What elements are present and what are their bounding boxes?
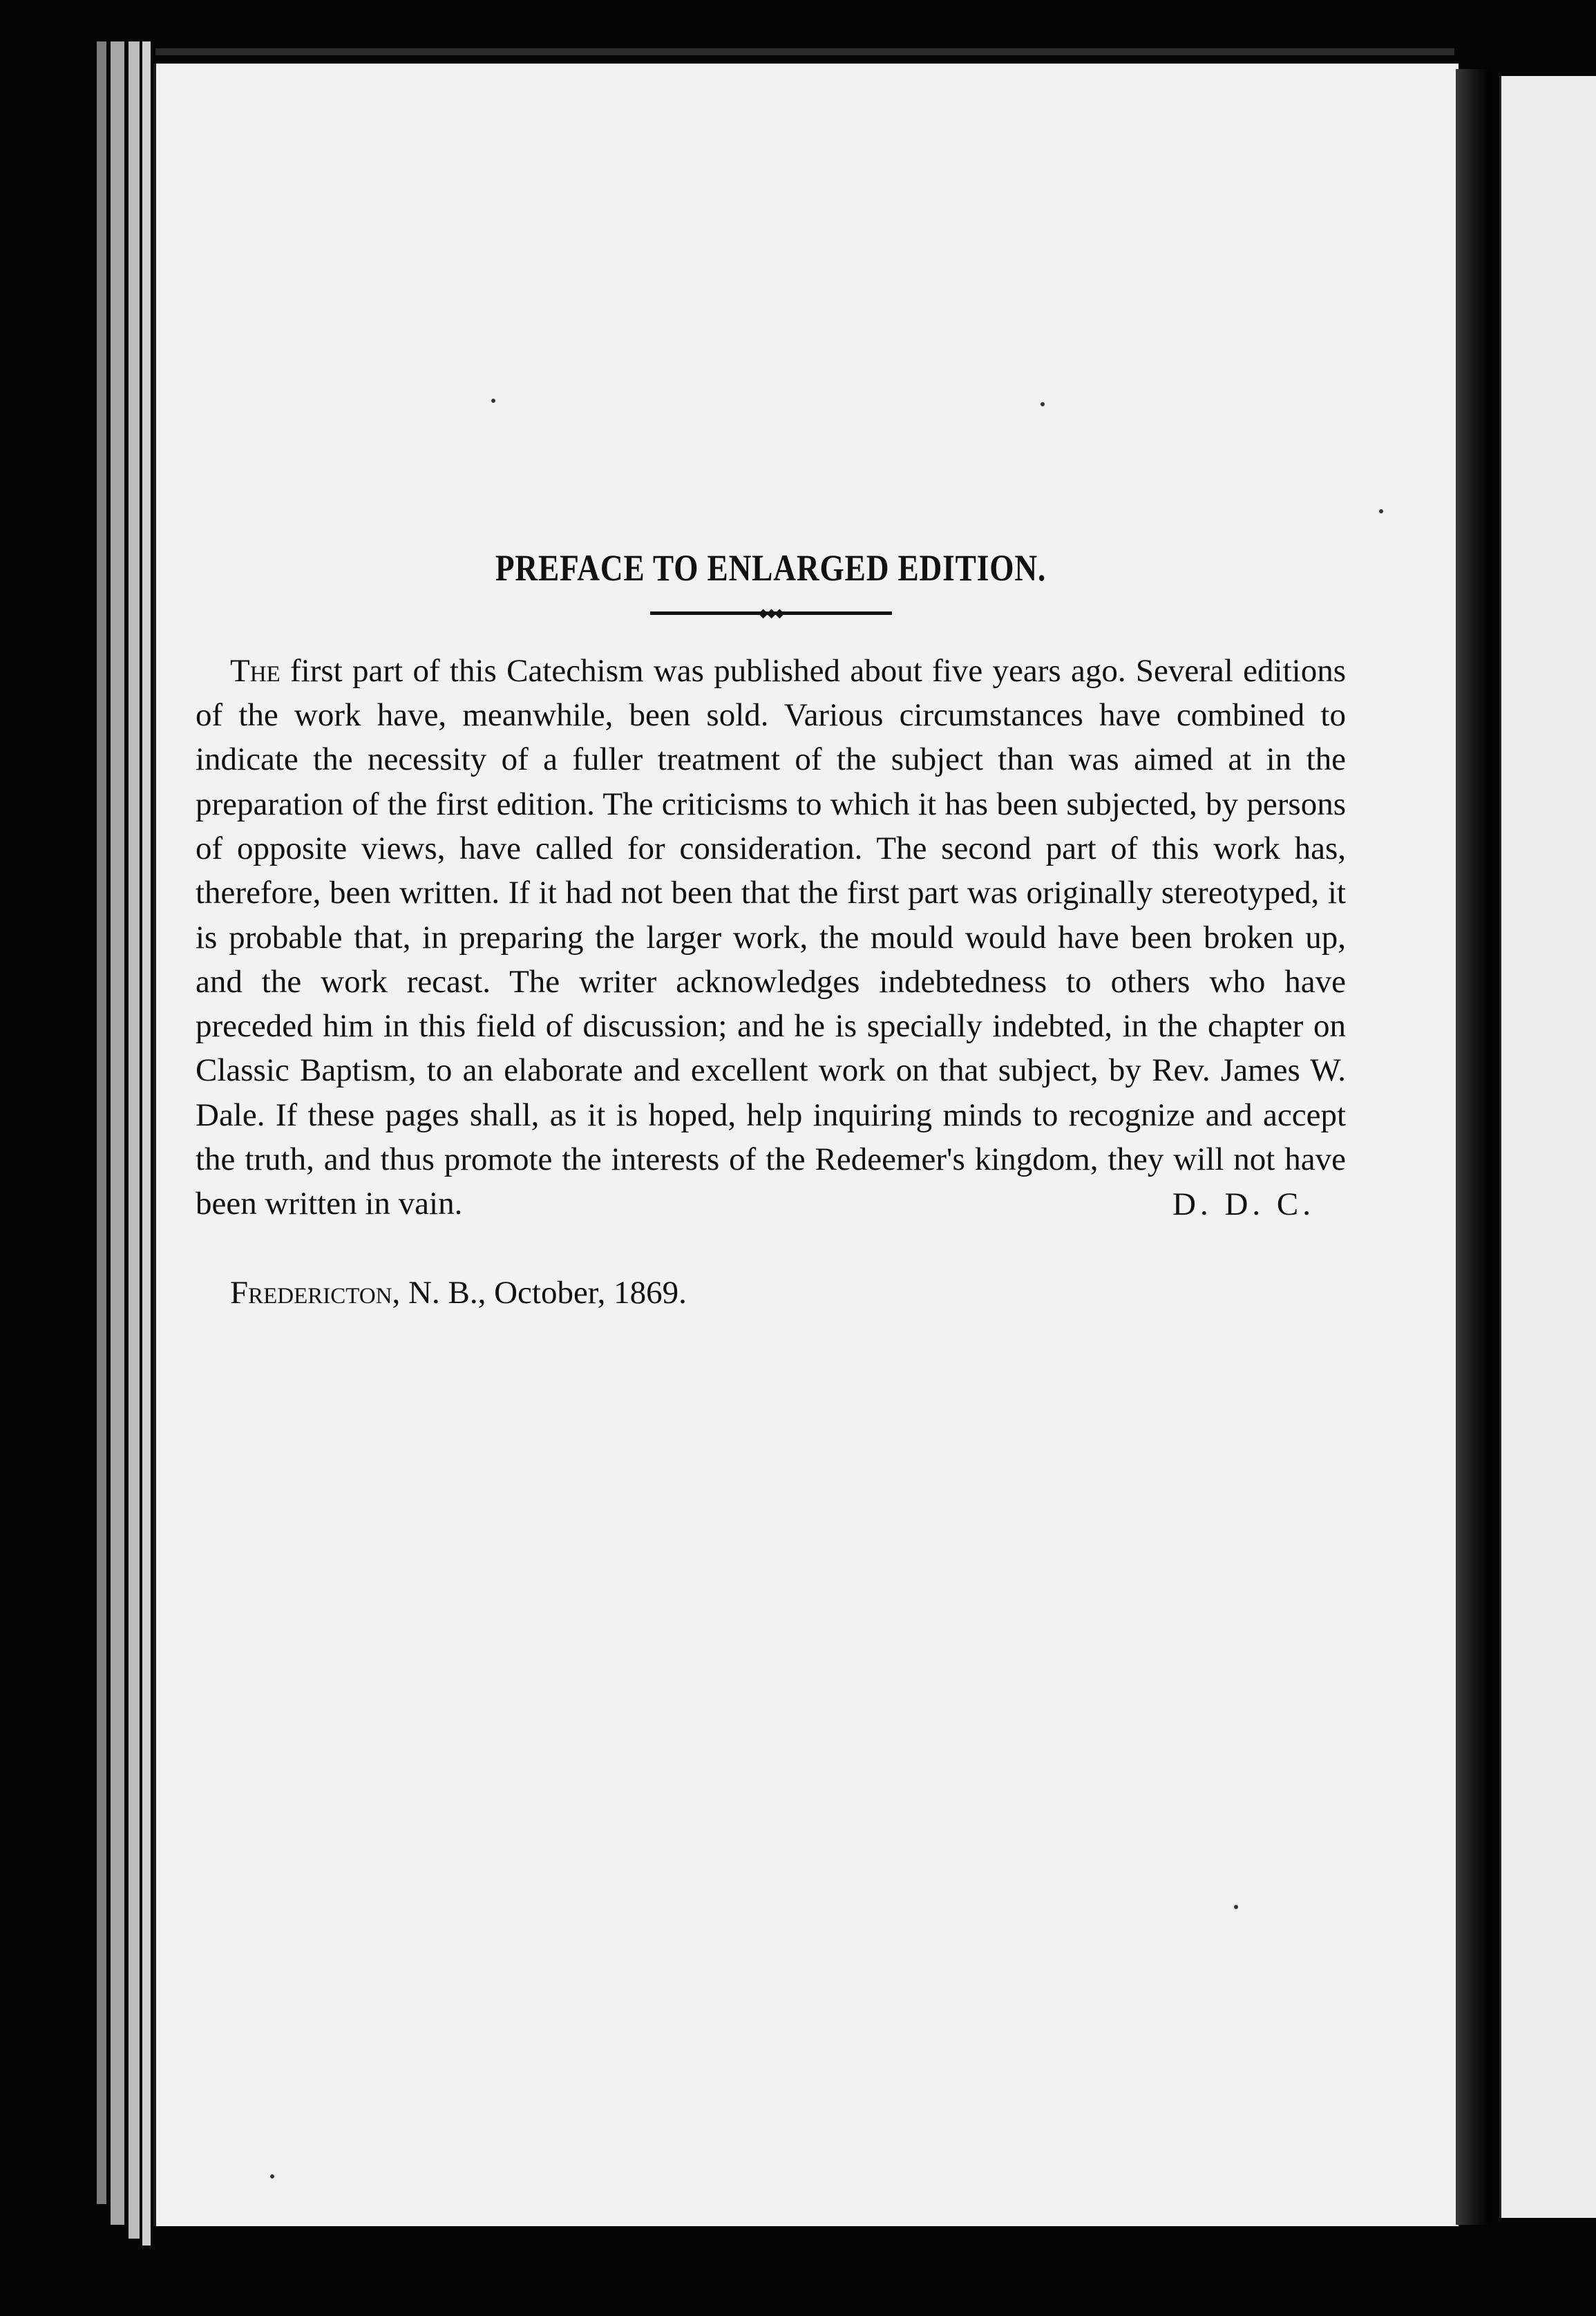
author-initials: D. D. C. xyxy=(1172,1186,1315,1222)
signature-line xyxy=(196,1186,1346,1271)
speck xyxy=(270,2174,274,2179)
lead-word: The xyxy=(230,652,281,689)
page-edge xyxy=(142,41,151,2246)
top-edge-rule xyxy=(155,48,1454,55)
dateline xyxy=(230,1271,1346,1315)
speck xyxy=(1379,509,1383,513)
page-edge xyxy=(111,41,124,2225)
speck xyxy=(1041,402,1045,406)
preface-paragraph xyxy=(196,649,1346,1226)
ornamental-rule xyxy=(650,605,892,621)
page-edge xyxy=(97,41,106,2204)
preface-content xyxy=(196,546,1346,1315)
dateline-date: N. B., October, 1869. xyxy=(400,1274,687,1311)
page-edge xyxy=(129,41,140,2239)
preface-title: PREFACE TO ENLARGED EDITION. xyxy=(495,547,1047,589)
ornament-diamonds: ◆◆◆ xyxy=(758,605,783,620)
dateline-place: Fredericton, xyxy=(230,1274,401,1311)
facing-page-edge xyxy=(1499,76,1596,2218)
speck xyxy=(1234,1905,1238,1909)
page-gutter xyxy=(1456,69,1492,2225)
speck xyxy=(491,399,495,403)
paragraph-text: first part of this Catechism was published about five years ago. Several editions of the work have, meanwhile, been sold. Various circumstances have combined to indicate the necessity of a fuller treatment of the subject than was aimed at in the preparation of the first edition. The criticisms to which it has been subjected, by persons of opposite views, have called for consideration. The second part of this work has, therefore, been written. If it had not been that the first part was originally stereotyped, it is probable that, in preparing the larger work, the mould would have been broken up, and the work recast. The writer acknowledges indebtedness to others who have preceded him in this field of discussion; and he is specially indebted, in the chapter on Classic Baptism, to an elaborate and excellent work on that subject, by Rev. James W. Dale. If these pages shall, as it is hoped, help inquiring minds to recognize and accept the truth, and thus promote the interests of the Redeemer's kingdom, they will not have been written in vain. xyxy=(196,652,1346,1222)
